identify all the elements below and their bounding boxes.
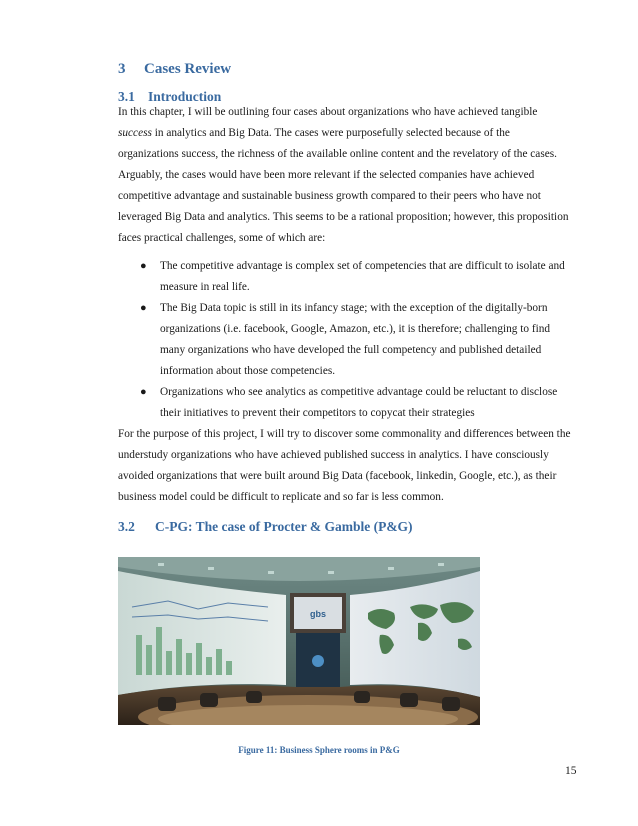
chapter-heading [118,61,231,78]
paragraph-line: Arguably, the cases would have been more relevant if the selected companies have achieved [118,169,535,181]
chapter-number: 3 [118,61,126,77]
paragraph-line: In this chapter, I will be outlining four cases about organizations who have achieved tangible [118,106,538,118]
figure-caption: Figure 11: Business Sphere rooms in P&G [238,745,400,755]
bullet-icon: ● [140,260,147,272]
bullet-line: The competitive advantage is complex set of competencies that are difficult to isolate and [160,260,565,272]
purpose-paragraph [118,424,571,508]
business-sphere-photo [118,557,480,725]
bullet-line: Organizations who see analytics as competitive advantage could be reluctant to disclose [160,386,558,398]
section-heading-case [118,519,413,535]
bullet-icon: ● [140,302,147,314]
italic-word: success [118,127,152,139]
bullet-list [118,256,565,424]
screen-logo: gbs [309,609,327,619]
paragraph-line: business model could be difficult to replicate and so far is less common. [118,491,444,503]
paragraph-line: avoided organizations that were built around Big Data (facebook, linkedin, Google, etc.), as their [118,470,557,482]
photo-illustration [118,557,480,725]
bullet-item [118,298,551,382]
intro-paragraph [118,102,569,249]
paragraph-line: competitive advantage and sustainable business growth compared to their peers who have not [118,190,541,202]
bullet-line: organizations (i.e. facebook, Google, Amazon, etc.), it is therefore; challenging to find [160,323,551,335]
page-number: 15 [565,765,577,777]
chapter-title: Cases Review [144,61,232,77]
bullet-line: The Big Data topic is still in its infancy stage; with the exception of the digitally-born [160,302,548,314]
bullet-icon: ● [140,386,147,398]
paragraph-line: understudy organizations who have achieved published success in analytics. I have consciously [118,449,549,461]
bullet-item [118,382,558,424]
paragraph-line [118,123,526,144]
paragraph-line: leveraged Big Data and analytics. This seems to be a rational proposition; however, this proposition [118,211,569,223]
bullet-line: many organizations who have developed the full competency and published detailed [160,344,542,356]
paragraph-text: in analytics and Big Data. The cases were purposefully selected because of the [151,127,510,139]
bullet-item [118,256,565,298]
section-title: Introduction [148,89,222,104]
section-number: 3.1 [118,89,135,104]
section-title: C-PG: The case of Procter & Gamble (P&G) [155,519,413,534]
paragraph-line: organizations success, the richness of the available online content and the revelatory of the cases. [118,148,557,160]
bullet-line: measure in real life. [160,281,250,293]
section-number: 3.2 [118,519,135,534]
bullet-line: information about those competencies. [160,365,336,377]
bullet-line: their initiatives to prevent their competitors to copycat their strategies [160,407,475,419]
paragraph-line: faces practical challenges, some of which are: [118,232,326,244]
paragraph-line: For the purpose of this project, I will try to discover some commonality and differences between the [118,428,571,440]
